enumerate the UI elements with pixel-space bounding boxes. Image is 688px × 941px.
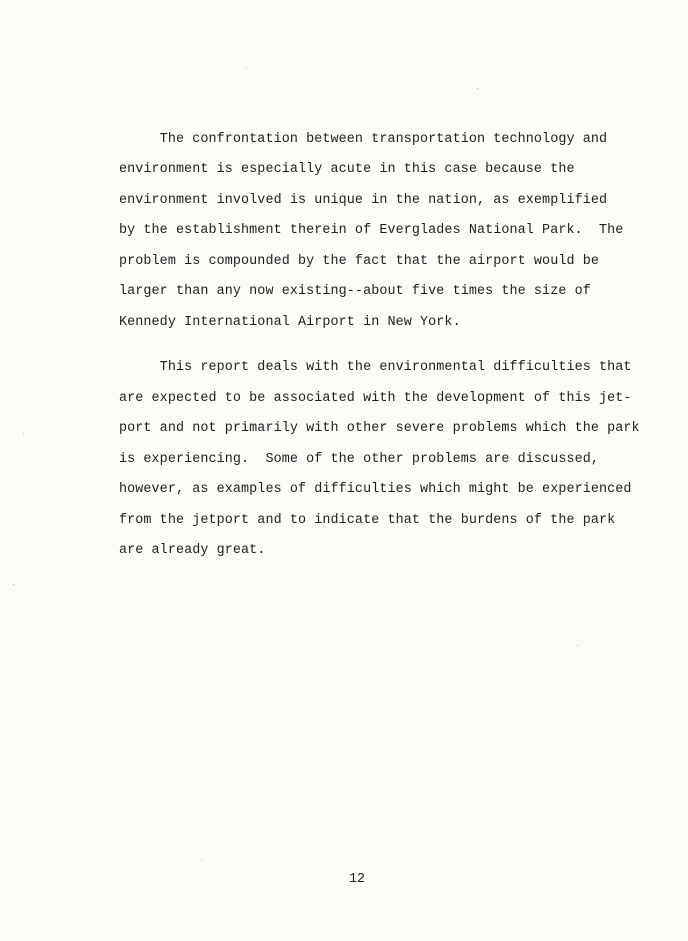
paragraph-2-line-1: This report deals with the environmental difficulties that bbox=[119, 360, 632, 375]
paragraph-1-line-3: environment involved is unique in the nation, as exemplified bbox=[119, 193, 608, 208]
paragraph-1-line-7: Kennedy International Airport in New York. bbox=[119, 315, 461, 330]
scan-speck bbox=[246, 68, 247, 69]
paragraph-2-line-6: from the jetport and to indicate that the burdens of the park bbox=[119, 513, 616, 528]
scan-speck bbox=[23, 433, 24, 434]
scan-speck bbox=[13, 584, 14, 585]
paragraph-2-line-5: however, as examples of difficulties which might be experienced bbox=[119, 482, 632, 497]
scan-speck bbox=[477, 88, 478, 89]
paragraph-1-line-6: larger than any now existing--about five times the size of bbox=[119, 284, 591, 299]
scan-speck bbox=[577, 645, 578, 646]
paragraph-2-line-2: are expected to be associated with the development of this jet- bbox=[119, 391, 632, 406]
paragraph-2-line-3: port and not primarily with other severe problems which the park bbox=[119, 421, 640, 436]
paragraph-1-line-4: by the establishment therein of Everglades National Park. The bbox=[119, 223, 624, 238]
paragraph-1-line-5: problem is compounded by the fact that the airport would be bbox=[119, 254, 600, 269]
paragraph-1-line-1: The confrontation between transportation technology and bbox=[119, 132, 608, 147]
paragraph-2-line-7: are already great. bbox=[119, 543, 266, 558]
scan-speck bbox=[201, 859, 202, 860]
page-number: 12 bbox=[349, 872, 366, 887]
paragraph-2-line-4: is experiencing. Some of the other problems are discussed, bbox=[119, 452, 600, 467]
paragraph-1-line-2: environment is especially acute in this case because the bbox=[119, 162, 575, 177]
